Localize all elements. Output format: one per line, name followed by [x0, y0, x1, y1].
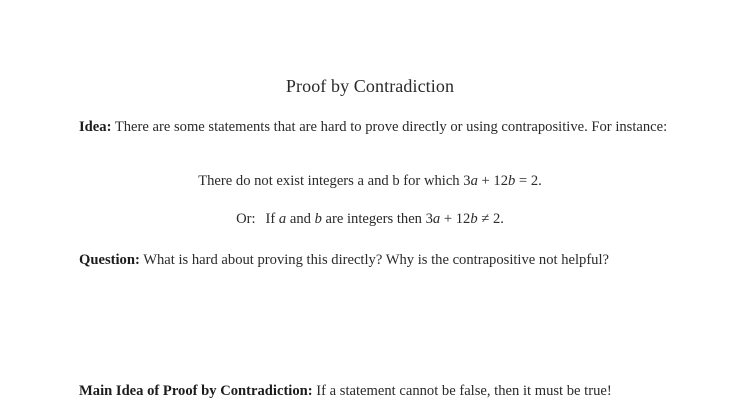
- math-op: +: [477, 173, 494, 189]
- statement-1-text: There do not exist integers a and b for which: [198, 173, 464, 189]
- math-var: a: [470, 173, 478, 189]
- equation-equals: [463, 173, 542, 189]
- statement-2-text: and: [286, 211, 315, 227]
- math-var: b: [470, 211, 478, 227]
- statement-1: [0, 173, 740, 190]
- idea-text: There are some statements that are hard to prove directly or using contrapositive. For instance:: [114, 119, 668, 135]
- statement-2-text: are integers then: [321, 211, 426, 227]
- math-op: +: [440, 211, 456, 227]
- math-end: .: [500, 211, 504, 227]
- math-coef: 12: [455, 211, 471, 227]
- statement-2-prefix: Or:: [236, 211, 256, 227]
- math-var: a: [278, 211, 287, 227]
- main-idea-paragraph: [79, 382, 699, 401]
- idea-paragraph: [79, 118, 669, 137]
- math-var: b: [507, 173, 516, 189]
- question-paragraph: [79, 251, 669, 270]
- math-coef: 3: [425, 211, 433, 227]
- equation-not-equals: [426, 211, 504, 227]
- math-rhs: 2: [492, 211, 501, 227]
- slide-title: Proof by Contradiction: [285, 76, 455, 96]
- main-idea-text: If a statement cannot be false, then it must be true!: [316, 383, 612, 399]
- math-end: .: [538, 173, 542, 189]
- statement-2-text: If: [265, 211, 279, 227]
- statement-2: [0, 211, 740, 228]
- question-label: Question:: [79, 252, 140, 268]
- idea-label: Idea:: [79, 119, 112, 135]
- math-op: =: [515, 173, 531, 189]
- main-idea-label: Main Idea of Proof by Contradiction:: [79, 383, 313, 399]
- math-coef: 12: [493, 173, 508, 189]
- math-rhs: 2: [530, 173, 539, 189]
- question-text: What is hard about proving this directly? Why is the contrapositive not helpful?: [143, 252, 610, 268]
- math-op: ≠: [477, 211, 493, 227]
- math-coef: 3: [463, 173, 471, 189]
- math-var: b: [314, 211, 322, 227]
- math-var: a: [432, 211, 441, 227]
